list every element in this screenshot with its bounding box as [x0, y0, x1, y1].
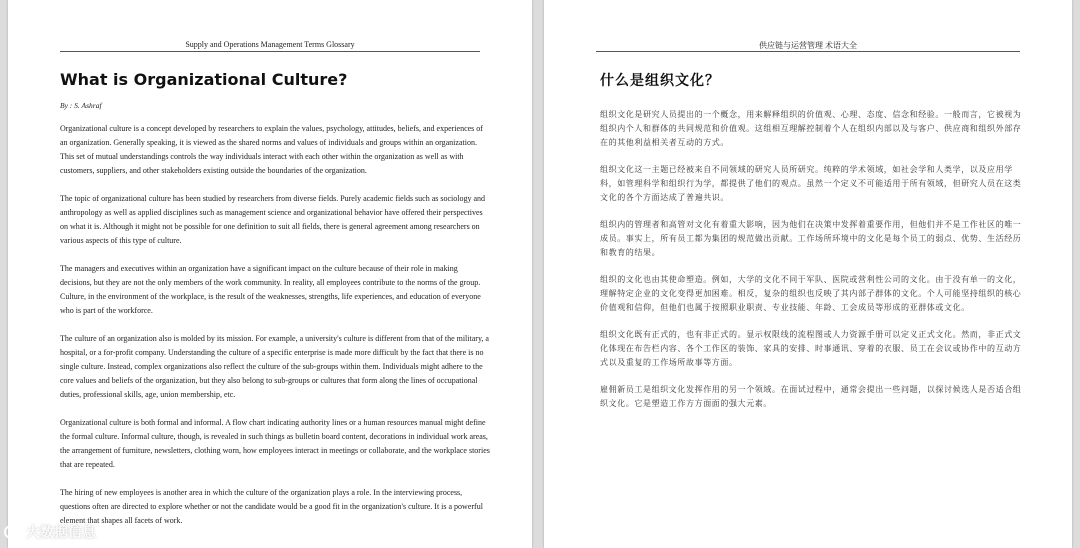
paragraph: The hiring of new employees is another area in which the culture of the organization plays a role. In the interviewing process, questions often are directed to explore whether or not the candidate would be a good fit in the organization's culture. It is a powerful element that shapes all facets of work. — [60, 488, 483, 525]
paragraph: 组织内的管理者和高管对文化有着重大影响，因为他们在决策中发挥着重要作用，但他们并不是工作社区的唯一成员。事实上，所有员工都为集团的规范做出贡献。工作场所环境中的文化是每个员工的弱点、优势、生活经历和教育的结果。 — [600, 220, 1022, 257]
header-rule — [596, 51, 1020, 52]
watermark-text: 大数据信息 — [26, 525, 96, 541]
paragraph: 雇佣新员工是组织文化发挥作用的另一个领域。在面试过程中，通常会提出一些问题，以探讨候选人是否适合组织文化。它是塑造工作方方面面的强大元素。 — [600, 385, 1022, 408]
paragraph: The managers and executives within an organization have a significant impact on the culture because of their role in making decisions, but they are not the only members of the work community. In reality, all employees contribute to the norms of the group. Culture, in the environment of the workplace, is the result of the weaknesses, strengths, life experiences, and education of everyone who is part of the workforce. — [60, 264, 481, 315]
article-body — [600, 108, 1022, 424]
paragraph: 组织文化既有正式的，也有非正式的。显示权限线的流程图或人力资源手册可以定义正式文化。然而，非正式文化体现在布告栏内容、各个工作区的装饰、家具的安排、时事通讯、穿着的衣服、员工在会议或协作中的互动方式以及重复的工作场所故事等方面。 — [600, 330, 1022, 367]
paragraph: 组织文化这一主题已经被来自不同领域的研究人员所研究。纯粹的学术领域，如社会学和人类学，以及应用学科，如管理科学和组织行为学，都提供了他们的观点。虽然一个定义不可能适用于所有领域，但研究人员在这类文化的各个方面达成了普遍共识。 — [600, 165, 1022, 202]
article-body — [60, 122, 490, 542]
running-head: Supply and Operations Management Terms Glossary — [185, 40, 355, 49]
paragraph: The culture of an organization also is molded by its mission. For example, a university's culture is different from that of the military, a hospital, or a for-profit company. Understanding the culture of a specific enterprise is made more difficult by the fact that there is no single culture. Instead, complex organizations also reflect the culture of the sub-groups within them. Individuals might adhere to the core values and beliefs of the organization, but they also belong to sub-groups or cultures that form along the lines of occupational duties, professional skills, age, union membership, etc. — [60, 334, 489, 399]
paragraph: The topic of organizational culture has been studied by researchers from diverse fields. Purely academic fields such as sociology and anthropology as well as applied disciplines such as management science and organizational behavior have offered their perspectives on what it is. Although it might not be possible for one definition to suit all fields, there is general agreement among researchers on various aspects of this type of culture. — [60, 194, 486, 245]
chat-bubble-icon — [4, 525, 22, 539]
paragraph: Organizational culture is a concept developed by researchers to explain the values, psychology, attitudes, beliefs, and experiences of an organization. Generally speaking, it is viewed as the shared norms and values of individuals and groups within an organization. This set of mutual understandings controls the way individuals interact with each other within the organization as well as with customers, suppliers, and other stakeholders existing outside the boundaries of the organization. — [60, 124, 483, 175]
page-title: 什么是组织文化？ — [600, 73, 720, 89]
page-title: What is Organizational Culture? — [60, 70, 348, 89]
watermark — [4, 522, 96, 542]
paragraph: 组织文化是研究人员提出的一个概念，用来解释组织的价值观、心理、态度、信念和经验。一般而言，它被视为组织内个人和群体的共同规范和价值观。这组相互理解控制着个人在组织内部以及与客户、供应商和组织外部存在的其他利益相关者互动的方式。 — [600, 110, 1022, 147]
header-rule — [60, 51, 480, 52]
running-head: 供应链与运营管理 术语大全 — [759, 41, 857, 50]
paragraph: 组织的文化也由其使命塑造。例如，大学的文化不同于军队、医院或营利性公司的文化。由于没有单一的文化，理解特定企业的文化变得更加困难。相反，复杂的组织也反映了其内部子群体的文化。个人可能坚持组织的核心价值观和信仰，但他们也属于按照职业职责、专业技能、年龄、工会成员等形成的亚群体或文化。 — [600, 275, 1022, 312]
author-byline: By : S. Ashraf — [60, 101, 102, 110]
chinese-page — [544, 0, 1072, 548]
paragraph: Organizational culture is both formal and informal. A flow chart indicating authority lines or a human resources manual might define the formal culture. Informal culture, though, is revealed in such things as bulletin board content, decorations in individual work areas, the arrangement of furniture, newsletters, clothing worn, how employees interact in meetings or collaborate, and the workplace stories that are repeated. — [60, 418, 490, 469]
english-page — [8, 0, 532, 548]
